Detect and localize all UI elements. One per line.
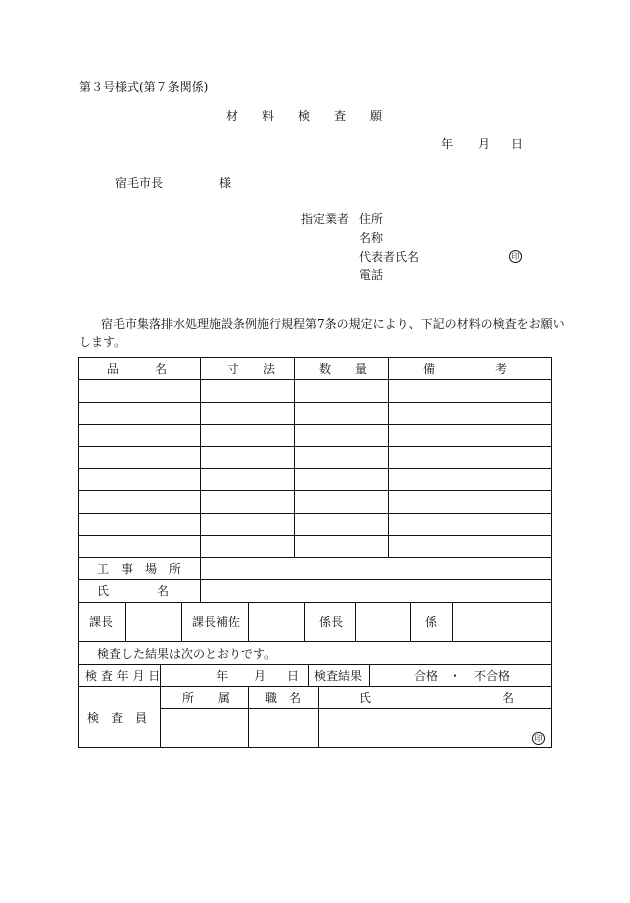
addressee-mayor: 宿毛市長 bbox=[115, 176, 164, 190]
inspection-month-label: 月 bbox=[254, 669, 267, 683]
header-dimensions: 寸 法 bbox=[227, 362, 276, 376]
result-intro-text: 検査した結果は次のとおりです。 bbox=[97, 647, 277, 661]
applicant-name-label: 名称 bbox=[359, 231, 384, 245]
body-text-line2: します。 bbox=[79, 335, 127, 349]
applicant-label: 指定業者 bbox=[301, 212, 350, 226]
inspector-seal-icon: 印 bbox=[532, 732, 545, 745]
header-remarks: 備 考 bbox=[423, 362, 508, 376]
inspector-name-header-right: 名 bbox=[502, 691, 515, 705]
result-fail-option: 不合格 bbox=[474, 669, 511, 683]
applicant-address-label: 住所 bbox=[359, 212, 384, 226]
document-title: 材 料 検 査 願 bbox=[226, 109, 383, 123]
date-year-label: 年 bbox=[441, 137, 454, 151]
inspector-name-header-left: 氏 bbox=[359, 691, 372, 705]
header-quantity: 数 量 bbox=[319, 362, 368, 376]
date-month-label: 月 bbox=[478, 137, 491, 151]
person-name-label: 氏 名 bbox=[97, 584, 170, 598]
result-separator: ・ bbox=[449, 669, 462, 683]
header-item-name: 品 名 bbox=[107, 362, 168, 376]
approval-assistant-chief: 課長補佐 bbox=[192, 615, 241, 629]
result-pass-option: 合格 bbox=[414, 669, 439, 683]
inspector-label: 検 査 員 bbox=[87, 711, 148, 725]
form-number: 第３号様式(第７条関係) bbox=[79, 80, 209, 94]
date-day-label: 日 bbox=[511, 137, 524, 151]
inspection-day-label: 日 bbox=[287, 669, 300, 683]
addressee-honorific: 様 bbox=[219, 176, 232, 190]
inspection-year-label: 年 bbox=[216, 669, 229, 683]
inspection-result-label: 検査結果 bbox=[314, 669, 363, 683]
approval-section-chief: 課長 bbox=[89, 615, 114, 629]
applicant-representative-label: 代表者氏名 bbox=[359, 250, 420, 264]
work-site-label: 工 事 場 所 bbox=[97, 562, 182, 576]
approval-staff: 係 bbox=[425, 615, 438, 629]
inspector-affiliation-header: 所 属 bbox=[182, 691, 231, 705]
applicant-phone-label: 電話 bbox=[359, 268, 384, 282]
approval-subsection-chief: 係長 bbox=[319, 615, 344, 629]
inspector-title-header: 職 名 bbox=[265, 691, 302, 705]
inspection-date-label: 検 査 年 月 日 bbox=[85, 669, 161, 683]
applicant-seal-icon: 印 bbox=[509, 250, 522, 263]
body-text-line1: 宿毛市集落排水処理施設条例施行規程第7条の規定により、下記の材料の検査をお願い bbox=[101, 317, 565, 331]
